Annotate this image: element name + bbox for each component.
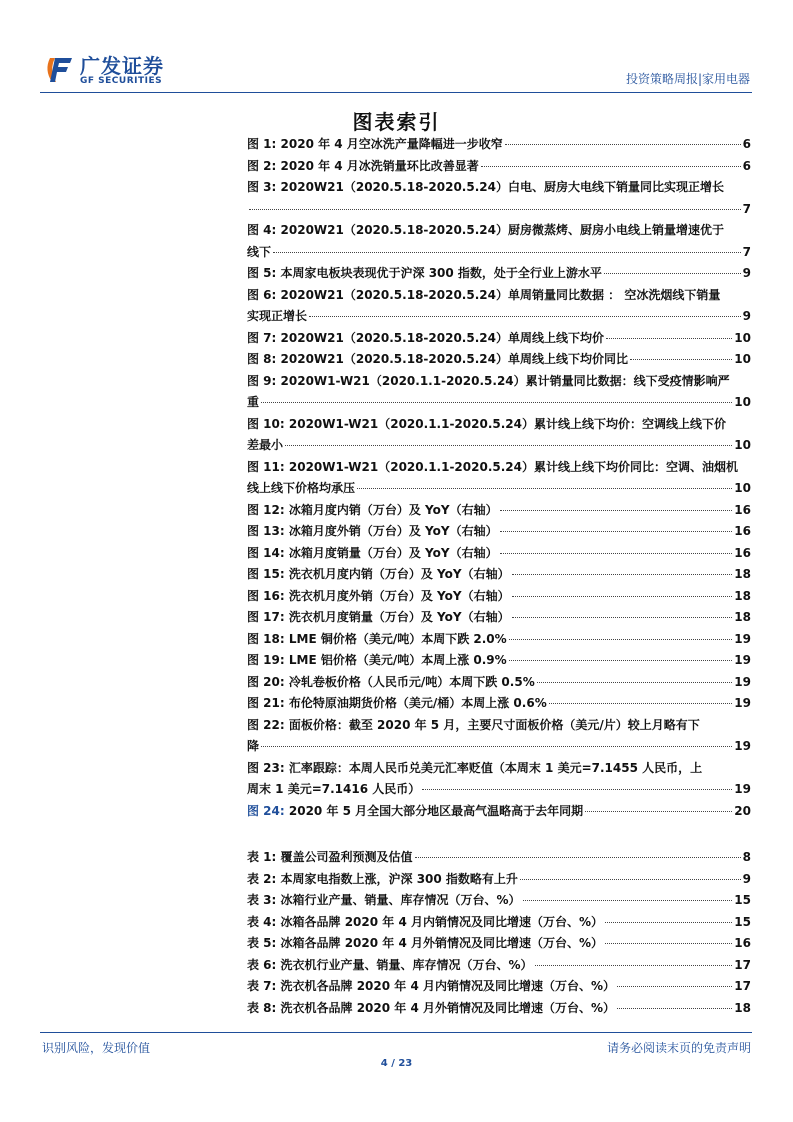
- table-index-entry[interactable]: [247, 911, 751, 933]
- dot-leader: [357, 488, 732, 489]
- figure-label: 图 9:: [247, 373, 277, 388]
- table-label: 表 1:: [247, 850, 277, 864]
- figure-caption-continued: 降: [247, 739, 260, 753]
- figure-index-entry[interactable]: [247, 714, 751, 757]
- logo-chinese-name: 广发证券: [80, 54, 164, 78]
- footer-slogan: 识别风险，发现价值: [42, 1041, 151, 1055]
- figure-caption: 布伦特原油期货价格（美元/桶）本周上涨 0.6%: [288, 696, 547, 710]
- figure-index-entry[interactable]: [247, 585, 751, 607]
- dot-leader: [617, 1008, 732, 1009]
- page-reference[interactable]: 19: [734, 739, 751, 753]
- figure-label: 图 11:: [247, 459, 285, 474]
- dot-leader: [261, 746, 732, 747]
- figure-index-entry[interactable]: [247, 348, 751, 370]
- entry-title: [247, 606, 510, 628]
- page-reference[interactable]: 19: [734, 653, 751, 667]
- dot-leader: [585, 811, 732, 812]
- figure-index-entry[interactable]: [247, 692, 751, 714]
- dot-leader: [505, 144, 741, 145]
- page-reference[interactable]: 19: [734, 631, 751, 646]
- dot-leader: [415, 857, 741, 858]
- entry-line-2: [247, 241, 751, 263]
- page-reference[interactable]: 10: [734, 438, 751, 452]
- page-reference[interactable]: 6: [742, 137, 751, 151]
- figure-index-entry[interactable]: [247, 262, 751, 284]
- figure-caption-continued: 线上线下价格均承压: [247, 481, 356, 495]
- figure-caption-continued: 周末 1 美元=7.1416 人民币）: [247, 782, 421, 796]
- entry-line-2: [247, 477, 751, 499]
- entry-title: [247, 932, 603, 954]
- table-label: 表 4:: [247, 914, 277, 929]
- table-label: 表 6:: [247, 957, 277, 972]
- figure-label: 图 22:: [247, 717, 285, 732]
- dot-leader: [481, 166, 741, 167]
- footer-disclaimer: 请务必阅读末页的免责声明: [606, 1041, 751, 1055]
- footer-divider: [40, 1032, 752, 1033]
- dot-leader: [605, 943, 732, 944]
- page-reference[interactable]: 17: [734, 979, 751, 993]
- dot-leader: [535, 965, 733, 966]
- page-reference[interactable]: 7: [742, 201, 751, 216]
- entry-title: [247, 868, 518, 890]
- page-reference[interactable]: 16: [734, 524, 751, 538]
- dot-leader: [285, 445, 732, 446]
- figure-caption: 洗衣机月度外销（万台）及 YoY（右轴）: [288, 588, 510, 603]
- dot-leader: [512, 574, 733, 575]
- entry-line-1: [247, 284, 751, 306]
- gf-securities-logo: [40, 48, 190, 92]
- dot-leader: [509, 639, 733, 640]
- page-reference[interactable]: 8: [742, 850, 751, 864]
- figure-caption: 2020W21（2020.5.18-2020.5.24）单周线上线下均价同比: [280, 352, 628, 366]
- figure-label: 图 12:: [247, 502, 285, 517]
- page-reference[interactable]: 10: [734, 395, 751, 409]
- entry-title: [247, 846, 413, 868]
- figure-caption: 洗衣机月度销量（万台）及 YoY（右轴）: [288, 610, 510, 624]
- entry-title: [247, 542, 498, 564]
- entry-title: [247, 954, 533, 976]
- table-caption: 洗衣机行业产量、销量、库存情况（万台、%）: [280, 957, 533, 972]
- figure-label: 图 3:: [247, 180, 277, 194]
- page-reference[interactable]: 9: [742, 266, 751, 280]
- figure-caption: 洗衣机月度内销（万台）及 YoY（右轴）: [288, 567, 510, 581]
- figure-label: 图 21:: [247, 696, 285, 710]
- table-caption: 覆盖公司盈利预测及估值: [280, 850, 413, 864]
- dot-leader: [523, 900, 733, 901]
- figure-label: 图 17:: [247, 610, 285, 624]
- figure-label: 图 1:: [247, 137, 277, 151]
- dot-leader: [500, 510, 733, 511]
- figure-caption: 2020W1-W21（2020.1.1-2020.5.24）累计线上线下均价同比：空调、油烟机: [288, 459, 738, 474]
- figure-index-entry[interactable]: [247, 327, 751, 349]
- entry-title: [247, 997, 615, 1019]
- figure-caption: 2020 年 4 月空冰洗产量降幅进一步收窄: [280, 137, 503, 151]
- entry-title: [247, 327, 604, 349]
- entry-line-1: [247, 757, 751, 779]
- page-reference[interactable]: 7: [742, 244, 751, 259]
- dot-leader: [630, 359, 732, 360]
- page-reference[interactable]: 9: [742, 309, 751, 323]
- chart-index: [247, 133, 751, 1018]
- page-reference[interactable]: 20: [734, 803, 751, 818]
- dot-leader: [606, 338, 732, 339]
- figure-label: 图 4:: [247, 223, 277, 237]
- entry-line-2: [247, 305, 751, 327]
- figure-index-entry[interactable]: [247, 757, 751, 800]
- table-label: 表 8:: [247, 1000, 277, 1015]
- figure-caption: 2020W21（2020.5.18-2020.5.24）白电、厨房大电线下销量同比实现正增长: [280, 180, 724, 194]
- entry-line-1: [247, 413, 751, 435]
- entry-title: [247, 692, 547, 714]
- page-reference[interactable]: 18: [734, 610, 751, 624]
- page-reference[interactable]: 9: [742, 871, 751, 886]
- dot-leader: [261, 402, 732, 403]
- figure-caption-continued: 线下: [247, 244, 272, 259]
- page-reference[interactable]: 15: [734, 893, 751, 907]
- figure-label: 图 19:: [247, 653, 285, 667]
- logo-english-name: GF SECURITIES: [80, 76, 163, 86]
- figure-caption: 冰箱月度销量（万台）及 YoY（右轴）: [288, 545, 498, 560]
- table-caption: 本周家电指数上涨，沪深 300 指数略有上升: [280, 871, 518, 886]
- figure-label: 图 10:: [247, 416, 285, 431]
- figure-label: 图 5:: [247, 266, 277, 280]
- figure-index-entry[interactable]: [247, 563, 751, 585]
- figure-caption: LME 铜价格（美元/吨）本周下跌 2.0%: [288, 631, 507, 646]
- figure-index-entry[interactable]: [247, 800, 751, 822]
- dot-leader: [422, 789, 732, 790]
- dot-leader: [249, 209, 741, 210]
- entry-title: [247, 262, 602, 284]
- table-caption: 洗衣机各品牌 2020 年 4 月内销情况及同比增速（万台、%）: [280, 979, 616, 993]
- entry-title: [247, 889, 521, 911]
- page-title: 图表索引: [352, 110, 441, 134]
- entry-line-2: [247, 735, 751, 757]
- figure-label: 图 20:: [247, 674, 285, 689]
- table-index-entry[interactable]: [247, 889, 751, 911]
- figure-caption: 2020W1-W21（2020.1.1-2020.5.24）累计销量同比数据：线下受疫情影响严: [280, 373, 730, 388]
- figure-index-entry[interactable]: [247, 520, 751, 542]
- dot-leader: [537, 682, 733, 683]
- dot-leader: [273, 252, 741, 253]
- page-reference[interactable]: 10: [734, 352, 751, 366]
- entry-title: [247, 975, 615, 997]
- entry-line-2: [247, 391, 751, 413]
- page-reference[interactable]: 18: [734, 567, 751, 581]
- entry-line-1: [247, 219, 751, 241]
- figure-caption-continued: 重: [247, 395, 260, 409]
- dot-leader: [500, 531, 733, 532]
- figure-caption: 2020W21（2020.5.18-2020.5.24）厨房微蒸烤、厨房小电线上销量增速优于: [280, 223, 724, 237]
- figure-caption: 2020 年 5 月全国大部分地区最高气温略高于去年同期: [288, 803, 584, 818]
- entry-line-2: [247, 198, 751, 220]
- entry-line-1: [247, 456, 751, 478]
- entry-title: [247, 155, 479, 177]
- dot-leader: [617, 986, 732, 987]
- figure-label: 图 13:: [247, 524, 285, 538]
- entry-title: [247, 800, 583, 822]
- entry-title: [247, 585, 510, 607]
- dot-leader: [520, 879, 741, 880]
- figure-index-entry[interactable]: [247, 219, 751, 262]
- dot-leader: [509, 660, 733, 661]
- figure-caption: 冰箱月度外销（万台）及 YoY（右轴）: [288, 524, 498, 538]
- figure-label: 图 7:: [247, 330, 277, 345]
- page-reference[interactable]: 10: [734, 330, 751, 345]
- table-index-entry[interactable]: [247, 997, 751, 1019]
- table-caption: 洗衣机各品牌 2020 年 4 月外销情况及同比增速（万台、%）: [280, 1000, 616, 1015]
- figure-caption: 冷轧卷板价格（人民币元/吨）本周下跌 0.5%: [288, 674, 535, 689]
- page-reference[interactable]: 18: [734, 1000, 751, 1015]
- entry-title: [247, 671, 535, 693]
- figure-index-entry[interactable]: [247, 499, 751, 521]
- figure-caption: 汇率跟踪：本周人民币兑美元汇率贬值（本周末 1 美元=7.1455 人民币，上: [288, 760, 703, 775]
- figure-index-entry[interactable]: [247, 176, 751, 219]
- page-reference[interactable]: 19: [734, 782, 751, 796]
- figure-caption: LME 铝价格（美元/吨）本周上涨 0.9%: [288, 653, 507, 667]
- figure-index-entry[interactable]: [247, 284, 751, 327]
- table-index-entry[interactable]: [247, 975, 751, 997]
- entry-line-2: [247, 434, 751, 456]
- table-list: [247, 846, 751, 1018]
- figure-caption-continued: 差最小: [247, 438, 284, 452]
- figure-label: 图 15:: [247, 567, 285, 581]
- figure-label: 图 6:: [247, 287, 277, 302]
- entry-line-1: [247, 370, 751, 392]
- entry-line-1: [247, 176, 751, 198]
- entry-title: [247, 133, 503, 155]
- dot-leader: [605, 922, 732, 923]
- entry-title: [247, 348, 628, 370]
- report-category: 投资策略周报|家用电器: [625, 72, 750, 86]
- table-label: 表 3:: [247, 893, 277, 907]
- entry-title: [247, 911, 603, 933]
- figure-caption: 冰箱月度内销（万台）及 YoY（右轴）: [288, 502, 498, 517]
- figure-caption: 2020W21（2020.5.18-2020.5.24）单周线上线下均价: [280, 330, 604, 345]
- entry-title: [247, 520, 498, 542]
- page-reference[interactable]: 16: [734, 936, 751, 950]
- table-index-entry[interactable]: [247, 868, 751, 890]
- entry-title: [247, 563, 510, 585]
- page-reference[interactable]: 15: [734, 914, 751, 929]
- figure-caption: 2020W1-W21（2020.1.1-2020.5.24）累计线上线下均价：空调线上线下价: [288, 416, 726, 431]
- figure-index-entry[interactable]: [247, 606, 751, 628]
- figure-index-entry[interactable]: [247, 628, 751, 650]
- figure-index-entry[interactable]: [247, 370, 751, 413]
- figure-index-entry[interactable]: [247, 542, 751, 564]
- table-label: 表 5:: [247, 936, 277, 950]
- dot-leader: [549, 703, 733, 704]
- page-reference[interactable]: 17: [734, 957, 751, 972]
- figure-label: 图 18:: [247, 631, 285, 646]
- page-reference[interactable]: 19: [734, 674, 751, 689]
- table-label: 表 2:: [247, 871, 277, 886]
- figure-label: 图 14:: [247, 545, 285, 560]
- figure-label: 图 16:: [247, 588, 285, 603]
- dot-leader: [309, 316, 741, 317]
- figure-index-entry[interactable]: [247, 649, 751, 671]
- page-header: [40, 48, 752, 92]
- page-reference[interactable]: 16: [734, 502, 751, 517]
- table-caption: 冰箱各品牌 2020 年 4 月内销情况及同比增速（万台、%）: [280, 914, 603, 929]
- entry-line-2: [247, 778, 751, 800]
- figure-label: 图 8:: [247, 352, 277, 366]
- page-reference[interactable]: 18: [734, 588, 751, 603]
- table-label: 表 7:: [247, 979, 277, 993]
- figure-caption: 2020W21（2020.5.18-2020.5.24）单周销量同比数据 ： 空冰洗烟线下销量: [280, 287, 721, 302]
- figure-caption-continued: 实现正增长: [247, 309, 308, 323]
- table-index-entry[interactable]: [247, 846, 751, 868]
- entry-title: [247, 499, 498, 521]
- page-reference[interactable]: 16: [734, 545, 751, 560]
- dot-leader: [500, 553, 733, 554]
- page-reference[interactable]: 19: [734, 696, 751, 710]
- table-caption: 冰箱行业产量、销量、库存情况（万台、%）: [280, 893, 521, 907]
- header-divider: [40, 92, 752, 93]
- figure-caption: 本周家电板块表现优于沪深 300 指数，处于全行业上游水平: [280, 266, 602, 280]
- dot-leader: [512, 617, 733, 618]
- figure-label: 图 23:: [247, 760, 285, 775]
- figure-index-entry[interactable]: [247, 456, 751, 499]
- page-number: 4 / 23: [380, 1058, 413, 1069]
- entry-line-1: [247, 714, 751, 736]
- figure-label: 图 2:: [247, 158, 277, 173]
- figure-caption: 面板价格：截至 2020 年 5 月，主要尺寸面板价格（美元/片）较上月略有下: [288, 717, 700, 732]
- dot-leader: [512, 596, 733, 597]
- table-index-entry[interactable]: [247, 954, 751, 976]
- figure-index-entry[interactable]: [247, 413, 751, 456]
- figure-list: [247, 133, 751, 821]
- entry-title: [247, 628, 507, 650]
- page-reference[interactable]: 6: [742, 158, 751, 173]
- table-caption: 冰箱各品牌 2020 年 4 月外销情况及同比增速（万台、%）: [280, 936, 603, 950]
- figure-index-entry[interactable]: [247, 155, 751, 177]
- figure-caption: 2020 年 4 月冰洗销量环比改善显著: [280, 158, 479, 173]
- figure-index-entry[interactable]: [247, 671, 751, 693]
- section-gap: [247, 821, 751, 846]
- page-reference[interactable]: 10: [734, 481, 751, 495]
- figure-label: 图 24:: [247, 803, 285, 818]
- figure-index-entry[interactable]: [247, 133, 751, 155]
- dot-leader: [604, 273, 741, 274]
- entry-title: [247, 649, 507, 671]
- gf-logo-icon: [42, 54, 76, 86]
- table-index-entry[interactable]: [247, 932, 751, 954]
